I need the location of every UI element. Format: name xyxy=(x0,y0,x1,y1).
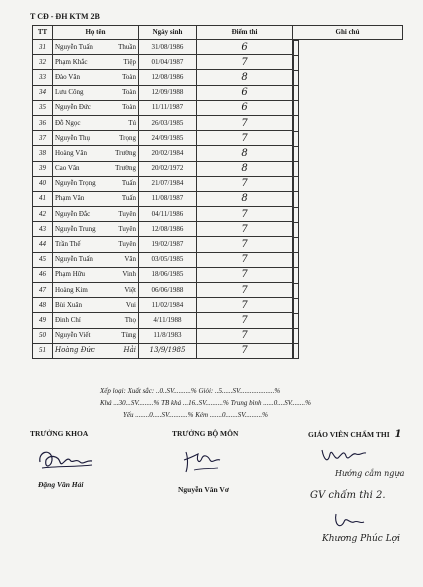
table-row xyxy=(33,237,403,252)
table-row xyxy=(33,207,403,222)
last-name: Nguyễn Viết xyxy=(53,328,111,343)
last-name: Đinh Chí xyxy=(53,313,111,328)
first-name: Tuyên xyxy=(111,222,139,237)
first-name: Hải xyxy=(111,343,139,358)
first-name: Tùng xyxy=(111,328,139,343)
first-name: Trường xyxy=(111,161,139,176)
date-of-birth: 20/02/1984 xyxy=(139,146,197,161)
first-name: Tuấn xyxy=(111,191,139,206)
second-examiner-label: GV chấm thi 2. xyxy=(310,490,386,501)
exam-score: 7 xyxy=(197,207,293,222)
note-cell xyxy=(293,267,299,283)
row-number: 47 xyxy=(33,283,53,298)
table-row xyxy=(33,283,403,298)
last-name: Nguyễn Trung xyxy=(53,222,111,237)
row-number: 43 xyxy=(33,222,53,237)
row-number: 36 xyxy=(33,115,53,130)
dean-title: TRƯỞNG KHOA xyxy=(30,429,89,438)
table-row xyxy=(33,115,403,130)
exam-score: 7 xyxy=(197,131,293,146)
exam-score: 7 xyxy=(197,343,293,358)
exam-score: 7 xyxy=(197,176,293,191)
table-row xyxy=(33,191,403,206)
row-number: 45 xyxy=(33,252,53,267)
last-name: Phạm Hữu xyxy=(53,267,111,282)
summary-line-1: Xếp loại: Xuất sắc: ..0..SV..........% Giỏi: ..5......SV....................% xyxy=(100,387,281,395)
examiner-signature xyxy=(318,444,368,468)
first-name: Toàn xyxy=(111,85,139,100)
last-name: Cao Văn xyxy=(53,161,111,176)
note-cell xyxy=(293,191,299,207)
row-number: 31 xyxy=(33,40,53,55)
date-of-birth: 13/9/1985 xyxy=(139,343,197,358)
date-of-birth: 18/06/1985 xyxy=(139,267,197,282)
row-number: 33 xyxy=(33,70,53,85)
first-name: Tuấn xyxy=(111,176,139,191)
first-name: Trường xyxy=(111,146,139,161)
exam-score: 8 xyxy=(197,161,293,176)
grades-table xyxy=(32,25,403,359)
date-of-birth: 24/09/1985 xyxy=(139,131,197,146)
row-number: 48 xyxy=(33,298,53,313)
first-name: Văn xyxy=(111,252,139,267)
table-row xyxy=(33,252,403,267)
table-header-row xyxy=(33,26,403,40)
date-of-birth: 12/08/1986 xyxy=(139,222,197,237)
last-name: Đào Văn xyxy=(53,70,111,85)
exam-score: 7 xyxy=(197,55,293,70)
examiner-title xyxy=(308,429,401,440)
row-number: 35 xyxy=(33,100,53,115)
table-row xyxy=(33,131,403,146)
exam-score: 7 xyxy=(197,283,293,298)
date-of-birth: 06/06/1988 xyxy=(139,283,197,298)
table-row xyxy=(33,55,403,70)
exam-score: 7 xyxy=(197,328,293,343)
row-number: 39 xyxy=(33,161,53,176)
date-of-birth: 12/08/1986 xyxy=(139,70,197,85)
table-row xyxy=(33,40,403,55)
last-name: Nguyễn Đức xyxy=(53,100,111,115)
table-row xyxy=(33,100,403,115)
date-of-birth: 26/03/1985 xyxy=(139,115,197,130)
col-header-dob: Ngày sinh xyxy=(139,26,197,40)
row-number: 37 xyxy=(33,131,53,146)
first-name: Toàn xyxy=(111,100,139,115)
last-name: Nguyễn Trọng xyxy=(53,176,111,191)
date-of-birth: 19/02/1987 xyxy=(139,237,197,252)
row-number: 46 xyxy=(33,267,53,282)
first-name: Tú xyxy=(111,115,139,130)
row-number: 51 xyxy=(33,343,53,358)
note-cell xyxy=(293,131,299,147)
examiner-title-text: GIÁO VIÊN CHẤM THI xyxy=(308,430,390,439)
table-row xyxy=(33,70,403,85)
exam-score: 7 xyxy=(197,115,293,130)
last-name: Bùi Xuân xyxy=(53,298,111,313)
first-name: Thọ xyxy=(111,313,139,328)
last-name: Nguyễn Tuấn xyxy=(53,252,111,267)
note-cell xyxy=(293,343,299,359)
last-name: Nguyễn Đắc xyxy=(53,207,111,222)
class-header: T CĐ - ĐH KTM 2B xyxy=(30,12,100,21)
row-number: 44 xyxy=(33,237,53,252)
note-cell xyxy=(293,222,299,238)
last-name: Lưu Công xyxy=(53,85,111,100)
date-of-birth: 04/11/1986 xyxy=(139,207,197,222)
exam-score: 7 xyxy=(197,267,293,282)
date-of-birth: 11/11/1987 xyxy=(139,100,197,115)
row-number: 34 xyxy=(33,85,53,100)
note-cell xyxy=(293,207,299,223)
last-name: Hoàng Kim xyxy=(53,283,111,298)
last-name: Đỗ Ngọc xyxy=(53,115,111,130)
date-of-birth: 01/04/1987 xyxy=(139,55,197,70)
date-of-birth: 12/09/1988 xyxy=(139,85,197,100)
exam-score: 6 xyxy=(197,100,293,115)
note-cell xyxy=(293,313,299,329)
dean-name: Đặng Văn Hải xyxy=(38,480,84,489)
summary-line-2: Khá ...30...SV.........% TB khá ...16..SV..........% Trung bình ......0....SV........% xyxy=(100,399,311,407)
table-row xyxy=(33,176,403,191)
last-name: Phạm Văn xyxy=(53,191,111,206)
table-row xyxy=(33,328,403,343)
note-cell xyxy=(293,146,299,162)
table-row xyxy=(33,343,403,358)
exam-score: 7 xyxy=(197,222,293,237)
date-of-birth: 11/08/1987 xyxy=(139,191,197,206)
row-number: 38 xyxy=(33,146,53,161)
date-of-birth: 20/02/1972 xyxy=(139,161,197,176)
second-examiner-signature xyxy=(330,510,370,534)
department-head-title: TRƯỞNG BỘ MÔN xyxy=(172,429,239,438)
first-name: Toàn xyxy=(111,70,139,85)
col-header-score: Điểm thi xyxy=(197,26,293,40)
row-number: 42 xyxy=(33,207,53,222)
first-name: Tuyên xyxy=(111,237,139,252)
note-cell xyxy=(293,328,299,344)
last-name: Phạm Khắc xyxy=(53,55,111,70)
table-row xyxy=(33,85,403,100)
date-of-birth: 21/07/1984 xyxy=(139,176,197,191)
note-cell xyxy=(293,237,299,253)
exam-score: 7 xyxy=(197,313,293,328)
row-number: 41 xyxy=(33,191,53,206)
dean-signature xyxy=(36,446,96,474)
exam-score: 6 xyxy=(197,85,293,100)
note-cell xyxy=(293,55,299,71)
exam-score: 7 xyxy=(197,298,293,313)
col-header-tt: TT xyxy=(33,26,53,40)
table-row xyxy=(33,313,403,328)
date-of-birth: 31/08/1986 xyxy=(139,40,197,55)
department-head-name: Nguyễn Văn Vơ xyxy=(178,485,229,494)
row-number: 49 xyxy=(33,313,53,328)
date-of-birth: 4/11/1988 xyxy=(139,313,197,328)
exam-score: 8 xyxy=(197,70,293,85)
first-name: Trọng xyxy=(111,131,139,146)
date-of-birth: 11/02/1984 xyxy=(139,298,197,313)
row-number: 32 xyxy=(33,55,53,70)
exam-score: 7 xyxy=(197,237,293,252)
row-number: 50 xyxy=(33,328,53,343)
note-cell xyxy=(293,85,299,101)
exam-score: 6 xyxy=(197,40,293,55)
first-name: Tuyên xyxy=(111,207,139,222)
col-header-name: Họ tên xyxy=(53,26,139,40)
table-row xyxy=(33,222,403,237)
first-name: Vinh xyxy=(111,267,139,282)
note-cell xyxy=(293,252,299,268)
first-name: Tiệp xyxy=(111,55,139,70)
department-head-signature xyxy=(180,448,230,474)
last-name: Hoàng Văn xyxy=(53,146,111,161)
last-name: Nguyễn Tuấn xyxy=(53,40,111,55)
note-cell xyxy=(293,283,299,299)
note-cell xyxy=(293,298,299,314)
first-name: Thuần xyxy=(111,40,139,55)
note-cell xyxy=(293,70,299,86)
first-name: Việt xyxy=(111,283,139,298)
table-row xyxy=(33,146,403,161)
exam-score: 8 xyxy=(197,191,293,206)
col-header-note: Ghi chú xyxy=(293,26,403,40)
summary-line-3: Yếu ........0.....SV...........% Kém .......0.......SV..........% xyxy=(123,411,268,419)
date-of-birth: 11/8/1983 xyxy=(139,328,197,343)
last-name: Hoàng Đức xyxy=(53,343,111,358)
note-cell xyxy=(293,115,299,131)
first-name: Vui xyxy=(111,298,139,313)
exam-score: 7 xyxy=(197,252,293,267)
exam-score: 8 xyxy=(197,146,293,161)
table-row xyxy=(33,161,403,176)
second-examiner-name: Khương Phúc Lợi xyxy=(322,534,400,544)
date-of-birth: 03/05/1985 xyxy=(139,252,197,267)
note-cell xyxy=(293,176,299,192)
last-name: Nguyễn Thụ xyxy=(53,131,111,146)
note-cell xyxy=(293,100,299,116)
last-name: Trần Thế xyxy=(53,237,111,252)
table-row xyxy=(33,267,403,282)
table-row xyxy=(33,298,403,313)
examiner-number: 1 xyxy=(394,429,402,440)
note-cell xyxy=(293,161,299,177)
examiner-note: Hướng cắm ngựa xyxy=(335,469,405,478)
row-number: 40 xyxy=(33,176,53,191)
